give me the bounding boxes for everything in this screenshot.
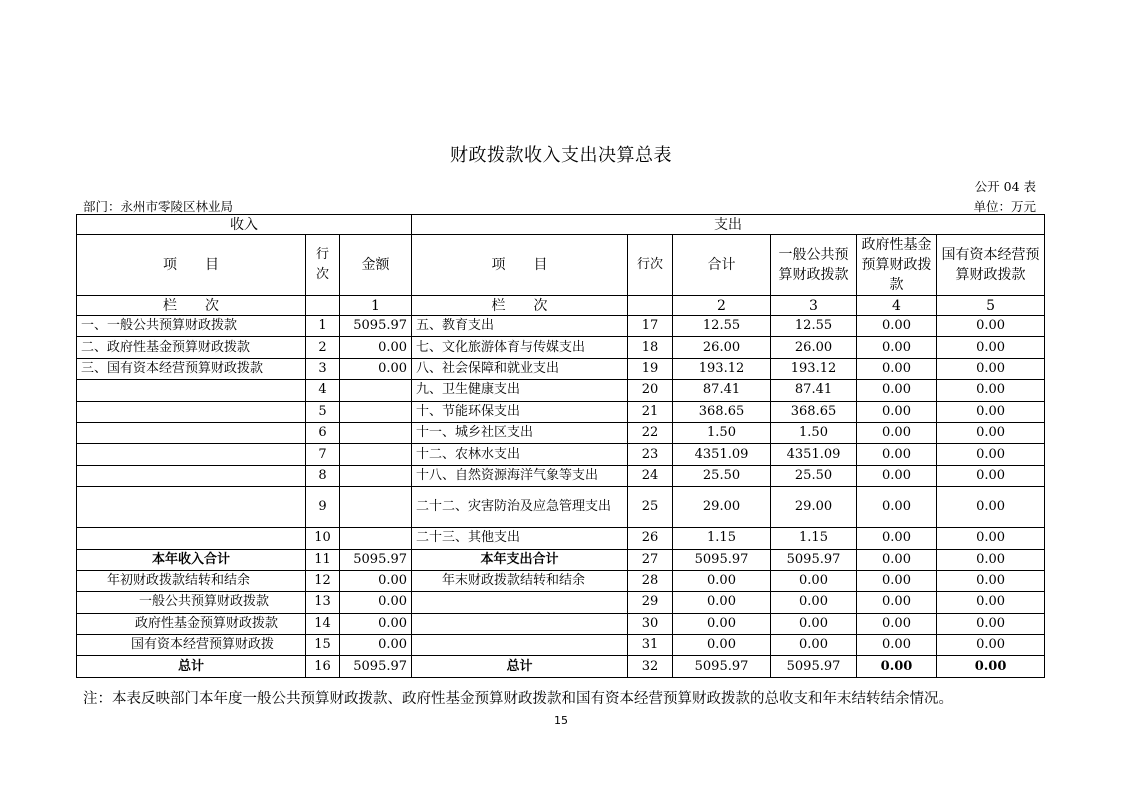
total-cell: 0.00 xyxy=(673,570,771,591)
income-amount-cell: 0.00 xyxy=(340,570,412,591)
table-row xyxy=(77,337,1045,358)
income-header: 收入 xyxy=(77,215,412,235)
expense-item-cell: 二十二、灾害防治及应急管理支出 xyxy=(412,487,628,528)
income-rowno-cell: 1 xyxy=(306,316,340,337)
income-item-cell: 总计 xyxy=(77,656,306,677)
gov-fund-cell: 0.00 xyxy=(857,656,937,677)
gov-fund-cell: 0.00 xyxy=(857,487,937,528)
state-capital-cell: 0.00 xyxy=(937,337,1045,358)
col-index-1: 1 xyxy=(340,296,412,316)
gov-fund-cell: 0.00 xyxy=(857,613,937,634)
total-cell: 0.00 xyxy=(673,635,771,656)
expense-item-cell: 年末财政拨款结转和结余 xyxy=(412,570,628,591)
income-rowno-cell: 3 xyxy=(306,358,340,379)
expense-rowno-header: 行次 xyxy=(628,235,673,296)
general-budget-cell: 0.00 xyxy=(771,635,857,656)
lanci-blank xyxy=(306,296,340,316)
expense-rowno-cell: 32 xyxy=(628,656,673,677)
expense-rowno-cell: 20 xyxy=(628,380,673,401)
total-cell: 12.55 xyxy=(673,316,771,337)
state-capital-cell: 0.00 xyxy=(937,656,1045,677)
table-row xyxy=(77,316,1045,337)
gov-fund-cell: 0.00 xyxy=(857,337,937,358)
column-index-row xyxy=(77,296,1045,316)
expense-item-cell: 十二、农林水支出 xyxy=(412,444,628,465)
state-capital-header: 国有资本经营预算财政拨款 xyxy=(937,235,1045,296)
total-header: 合计 xyxy=(673,235,771,296)
lanci-blank-2 xyxy=(628,296,673,316)
expense-rowno-cell: 23 xyxy=(628,444,673,465)
gov-fund-cell: 0.00 xyxy=(857,358,937,379)
total-cell: 0.00 xyxy=(673,613,771,634)
income-amount-cell xyxy=(340,465,412,486)
header-row-1 xyxy=(77,215,1045,235)
table-row xyxy=(77,487,1045,528)
general-budget-header: 一般公共预算财政拨款 xyxy=(771,235,857,296)
income-amount-cell: 0.00 xyxy=(340,635,412,656)
income-amount-header: 金额 xyxy=(340,235,412,296)
total-cell: 1.15 xyxy=(673,528,771,549)
income-amount-cell xyxy=(340,401,412,422)
state-capital-cell: 0.00 xyxy=(937,549,1045,570)
gov-fund-header: 政府性基金预算财政拨款 xyxy=(857,235,937,296)
expense-rowno-cell: 27 xyxy=(628,549,673,570)
general-budget-cell: 29.00 xyxy=(771,487,857,528)
income-rowno-cell: 16 xyxy=(306,656,340,677)
expense-item-cell: 本年支出合计 xyxy=(412,549,628,570)
total-cell: 87.41 xyxy=(673,380,771,401)
general-budget-cell: 0.00 xyxy=(771,592,857,613)
expense-rowno-cell: 25 xyxy=(628,487,673,528)
income-rowno-cell: 12 xyxy=(306,570,340,591)
unit-label: 单位：万元 xyxy=(973,199,1036,214)
table-row xyxy=(77,465,1045,486)
expense-item-cell xyxy=(412,635,628,656)
gov-fund-cell: 0.00 xyxy=(857,444,937,465)
table-row xyxy=(77,380,1045,401)
total-cell: 29.00 xyxy=(673,487,771,528)
table-row xyxy=(77,592,1045,613)
income-item-cell: 国有资本经营预算财政拨 xyxy=(77,635,306,656)
page-title: 财政拨款收入支出决算总表 xyxy=(450,145,672,166)
income-item-cell xyxy=(77,380,306,401)
expense-item-cell: 八、社会保障和就业支出 xyxy=(412,358,628,379)
expense-rowno-cell: 30 xyxy=(628,613,673,634)
expense-item-cell: 五、教育支出 xyxy=(412,316,628,337)
income-item-cell xyxy=(77,444,306,465)
income-rowno-cell: 14 xyxy=(306,613,340,634)
income-amount-cell: 0.00 xyxy=(340,337,412,358)
total-cell: 4351.09 xyxy=(673,444,771,465)
total-cell: 25.50 xyxy=(673,465,771,486)
total-cell: 368.65 xyxy=(673,401,771,422)
total-cell: 26.00 xyxy=(673,337,771,358)
income-rowno-cell: 5 xyxy=(306,401,340,422)
state-capital-cell: 0.00 xyxy=(937,316,1045,337)
income-item-header: 项 目 xyxy=(77,235,306,296)
expense-rowno-cell: 31 xyxy=(628,635,673,656)
expense-item-cell: 七、文化旅游体育与传媒支出 xyxy=(412,337,628,358)
general-budget-cell: 87.41 xyxy=(771,380,857,401)
income-item-cell: 本年收入合计 xyxy=(77,549,306,570)
state-capital-cell: 0.00 xyxy=(937,487,1045,528)
general-budget-cell: 5095.97 xyxy=(771,656,857,677)
income-amount-cell xyxy=(340,380,412,401)
table-row xyxy=(77,635,1045,656)
department-label: 部门：永州市零陵区林业局 xyxy=(83,199,234,214)
expense-item-cell: 总计 xyxy=(412,656,628,677)
general-budget-cell: 0.00 xyxy=(771,613,857,634)
gov-fund-cell: 0.00 xyxy=(857,635,937,656)
income-item-cell xyxy=(77,422,306,443)
general-budget-cell: 25.50 xyxy=(771,465,857,486)
general-budget-cell: 1.50 xyxy=(771,422,857,443)
total-cell: 0.00 xyxy=(673,592,771,613)
income-rowno-cell: 8 xyxy=(306,465,340,486)
state-capital-cell: 0.00 xyxy=(937,401,1045,422)
income-amount-cell: 5095.97 xyxy=(340,316,412,337)
col-index-2: 2 xyxy=(673,296,771,316)
income-rowno-cell: 6 xyxy=(306,422,340,443)
income-rowno-cell: 15 xyxy=(306,635,340,656)
total-cell: 193.12 xyxy=(673,358,771,379)
col-index-4: 4 xyxy=(857,296,937,316)
gov-fund-cell: 0.00 xyxy=(857,422,937,443)
expense-item-cell xyxy=(412,592,628,613)
footnote: 注：本表反映部门本年度一般公共预算财政拨款、政府性基金预算财政拨款和国有资本经营预算财政拨款的总收支和年末结转结余情况。 xyxy=(83,691,953,707)
gov-fund-cell: 0.00 xyxy=(857,465,937,486)
expense-rowno-cell: 19 xyxy=(628,358,673,379)
income-amount-cell: 5095.97 xyxy=(340,656,412,677)
table-row xyxy=(77,613,1045,634)
state-capital-cell: 0.00 xyxy=(937,380,1045,401)
header-row-2 xyxy=(77,235,1045,296)
income-rowno-cell: 10 xyxy=(306,528,340,549)
gov-fund-cell: 0.00 xyxy=(857,570,937,591)
income-item-cell xyxy=(77,465,306,486)
total-cell: 5095.97 xyxy=(673,549,771,570)
income-amount-cell: 0.00 xyxy=(340,592,412,613)
income-amount-cell: 0.00 xyxy=(340,613,412,634)
state-capital-cell: 0.00 xyxy=(937,635,1045,656)
total-cell: 5095.97 xyxy=(673,656,771,677)
expense-rowno-cell: 28 xyxy=(628,570,673,591)
general-budget-cell: 0.00 xyxy=(771,570,857,591)
expense-rowno-cell: 24 xyxy=(628,465,673,486)
income-item-cell: 二、政府性基金预算财政拨款 xyxy=(77,337,306,358)
income-rowno-cell: 4 xyxy=(306,380,340,401)
gov-fund-cell: 0.00 xyxy=(857,380,937,401)
gov-fund-cell: 0.00 xyxy=(857,316,937,337)
table-row xyxy=(77,401,1045,422)
expense-rowno-cell: 21 xyxy=(628,401,673,422)
expense-item-header: 项 目 xyxy=(412,235,628,296)
col-index-5: 5 xyxy=(937,296,1045,316)
income-amount-cell xyxy=(340,528,412,549)
table-row xyxy=(77,444,1045,465)
expense-item-cell xyxy=(412,613,628,634)
income-rowno-cell: 13 xyxy=(306,592,340,613)
income-item-cell: 一、一般公共预算财政拨款 xyxy=(77,316,306,337)
expense-item-cell: 十一、城乡社区支出 xyxy=(412,422,628,443)
general-budget-cell: 193.12 xyxy=(771,358,857,379)
state-capital-cell: 0.00 xyxy=(937,570,1045,591)
table-row xyxy=(77,570,1045,591)
income-rowno-header: 行次 xyxy=(306,235,340,296)
income-amount-cell: 0.00 xyxy=(340,358,412,379)
expense-item-cell: 九、卫生健康支出 xyxy=(412,380,628,401)
state-capital-cell: 0.00 xyxy=(937,358,1045,379)
expense-item-cell: 二十三、其他支出 xyxy=(412,528,628,549)
form-code: 公开 04 表 xyxy=(974,179,1036,194)
income-item-cell: 三、国有资本经营预算财政拨款 xyxy=(77,358,306,379)
income-rowno-cell: 7 xyxy=(306,444,340,465)
income-rowno-cell: 2 xyxy=(306,337,340,358)
income-item-cell xyxy=(77,528,306,549)
gov-fund-cell: 0.00 xyxy=(857,401,937,422)
expense-header: 支出 xyxy=(412,215,1045,235)
table-row xyxy=(77,549,1045,570)
expense-rowno-cell: 18 xyxy=(628,337,673,358)
expense-rowno-cell: 22 xyxy=(628,422,673,443)
total-cell: 1.50 xyxy=(673,422,771,443)
table-row xyxy=(77,656,1045,677)
expense-item-cell: 十八、自然资源海洋气象等支出 xyxy=(412,465,628,486)
general-budget-cell: 4351.09 xyxy=(771,444,857,465)
lanci-label: 栏 次 xyxy=(77,296,306,316)
state-capital-cell: 0.00 xyxy=(937,592,1045,613)
general-budget-cell: 368.65 xyxy=(771,401,857,422)
income-item-cell xyxy=(77,487,306,528)
table-row xyxy=(77,358,1045,379)
general-budget-cell: 5095.97 xyxy=(771,549,857,570)
state-capital-cell: 0.00 xyxy=(937,528,1045,549)
page-number: 15 xyxy=(554,714,568,727)
income-amount-cell xyxy=(340,444,412,465)
expense-rowno-cell: 17 xyxy=(628,316,673,337)
fiscal-appropriation-table xyxy=(76,214,1045,678)
general-budget-cell: 26.00 xyxy=(771,337,857,358)
general-budget-cell: 1.15 xyxy=(771,528,857,549)
lanci-label-2: 栏 次 xyxy=(412,296,628,316)
income-rowno-cell: 9 xyxy=(306,487,340,528)
income-amount-cell xyxy=(340,487,412,528)
gov-fund-cell: 0.00 xyxy=(857,528,937,549)
income-amount-cell xyxy=(340,422,412,443)
col-index-3: 3 xyxy=(771,296,857,316)
expense-rowno-cell: 29 xyxy=(628,592,673,613)
expense-item-cell: 十、节能环保支出 xyxy=(412,401,628,422)
gov-fund-cell: 0.00 xyxy=(857,592,937,613)
expense-rowno-cell: 26 xyxy=(628,528,673,549)
table-row xyxy=(77,422,1045,443)
gov-fund-cell: 0.00 xyxy=(857,549,937,570)
state-capital-cell: 0.00 xyxy=(937,465,1045,486)
table-row xyxy=(77,528,1045,549)
general-budget-cell: 12.55 xyxy=(771,316,857,337)
state-capital-cell: 0.00 xyxy=(937,422,1045,443)
state-capital-cell: 0.00 xyxy=(937,444,1045,465)
income-item-cell: 一般公共预算财政拨款 xyxy=(77,592,306,613)
income-item-cell: 政府性基金预算财政拨款 xyxy=(77,613,306,634)
income-item-cell: 年初财政拨款结转和结余 xyxy=(77,570,306,591)
income-rowno-cell: 11 xyxy=(306,549,340,570)
income-amount-cell: 5095.97 xyxy=(340,549,412,570)
state-capital-cell: 0.00 xyxy=(937,613,1045,634)
income-item-cell xyxy=(77,401,306,422)
